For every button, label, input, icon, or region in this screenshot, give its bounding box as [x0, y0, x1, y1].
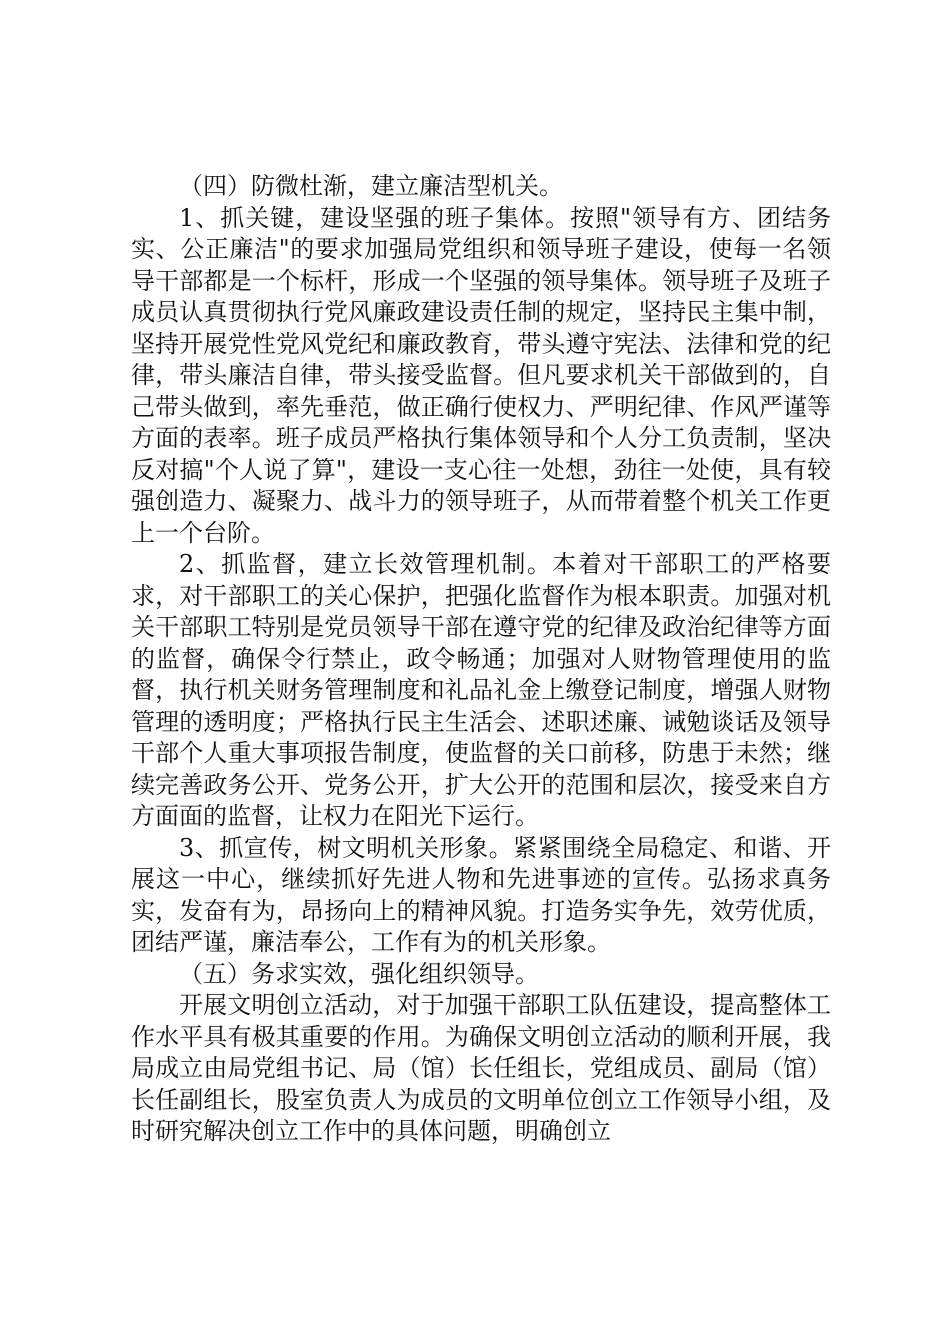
paragraph-section-5-body: 开展文明创立活动，对于加强干部职工队伍建设，提高整体工作水平具有极其重要的作用。为确保文明创立活动的顺利开展，我局成立由局党组书记、局（馆）长任组长，党组成员、副局（馆）长任副组长，股室负责人为成员的文明单位创立工作领导小组，及时研究解决创立工作中的具体问题，明确创立: [131, 991, 831, 1145]
paragraph-item-3: 3、抓宣传，树文明机关形象。紧紧围绕全局稳定、和谐、开展这一中心，继续抓好先进人物和先进事迹的宣传。弘扬求真务实，发奋有为，昂扬向上的精神风貌。打造务实争先，效劳优质，团结严谨，廉洁奉公，工作有为的机关形象。: [131, 833, 831, 956]
heading-section-4: （四）防微杜渐，建立廉洁型机关。: [179, 172, 563, 200]
heading-section-5: （五）务求实效，强化组织领导。: [179, 959, 539, 988]
document-body: [131, 171, 831, 1148]
paragraph-item-2: 2、抓监督，建立长效管理机制。本着对干部职工的严格要求，对干部职工的关心保护，把强化监督作为根本职责。加强对机关干部职工特别是党员领导干部在遵守党的纪律及政治纪律等方面的监督，确保令行禁止，政令畅通；加强对人财物管理使用的监督，执行机关财务管理制度和礼品礼金上缴登记制度，增强人财物管理的透明度；严格执行民主生活会、述职述廉、诫勉谈话及领导干部个人重大事项报告制度，使监督的关口前移，防患于未然；继续完善政务公开、党务公开，扩大公开的范围和层次，接受来自方方面面的监督，让权力在阳光下运行。: [131, 550, 831, 830]
paragraph-item-1: 1、抓关键，建设坚强的班子集体。按照"领导有方、团结务实、公正廉洁"的要求加强局党组织和领导班子建设，使每一名领导干部都是一个标杆，形成一个坚强的领导集体。领导班子及班子成员认真贯彻执行党风廉政建设责任制的规定，坚持民主集中制，坚持开展党性党风党纪和廉政教育，带头遵守宪法、法律和党的纪律，带头廉洁自律，带头接受监督。但凡要求机关干部做到的，自己带头做到，率先垂范，做正确行使权力、严明纪律、作风严谨等方面的表率。班子成员严格执行集体领导和个人分工负责制，坚决反对搞"个人说了算"，建设一支心往一处想，劲往一处使，具有较强创造力、凝聚力、战斗力的领导班子，从而带着整个机关工作更上一个台阶。: [131, 203, 831, 547]
